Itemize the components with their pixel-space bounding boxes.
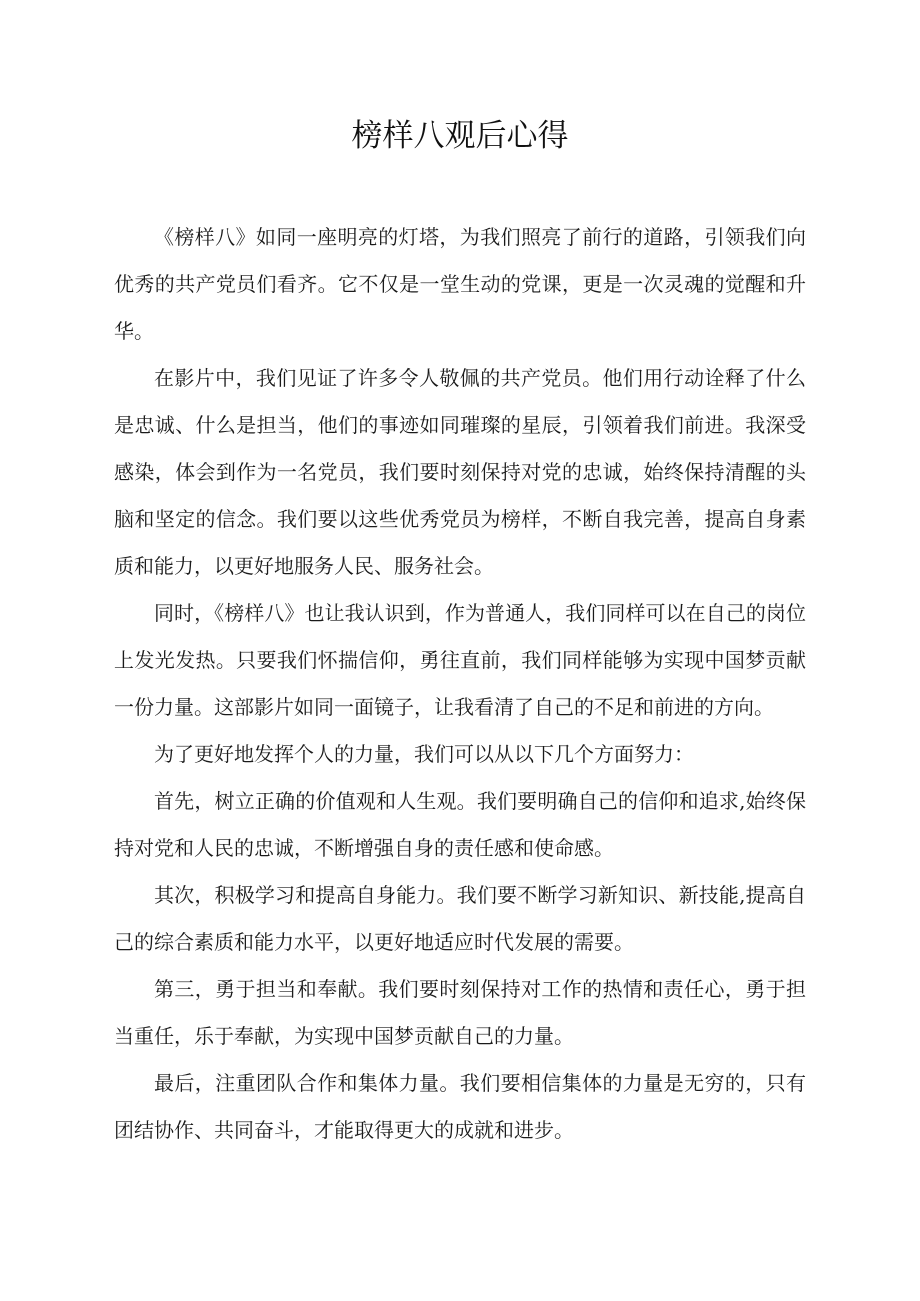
document-title: 榜样八观后心得 <box>351 118 569 154</box>
paragraph: 在影片中，我们见证了许多令人敬佩的共产党员。他们用行动诠释了什么是忠诚、什么是担当，他们的事迹如同璀璨的星辰，引领着我们前进。我深受感染，体会到作为一名党员，我们要时刻保持对党的忠诚，始终保持清醒的头脑和坚定的信念。我们要以这些优秀党员为榜样，不断自我完善，提高自身素质和能力，以更好地服务人民、服务社会。 <box>114 366 806 578</box>
paragraph: 首先，树立正确的价值观和人生观。我们要明确自己的信仰和追求,始终保持对党和人民的忠诚，不断增强自身的责任感和使命感。 <box>114 789 806 860</box>
paragraph: 《榜样八》如同一座明亮的灯塔，为我们照亮了前行的道路，引领我们向优秀的共产党员们看齐。它不仅是一堂生动的党课，更是一次灵魂的觉醒和升华。 <box>114 225 806 343</box>
paragraph: 为了更好地发挥个人的力量，我们可以从以下几个方面努力： <box>154 742 694 766</box>
paragraph: 第三，勇于担当和奉献。我们要时刻保持对工作的热情和责任心，勇于担当重任，乐于奉献，为实现中国梦贡献自己的力量。 <box>114 977 806 1048</box>
paragraph: 同时，《榜样八》也让我认识到，作为普通人，我们同样可以在自己的岗位上发光发热。只要我们怀揣信仰，勇往直前，我们同样能够为实现中国梦贡献一份力量。这部影片如同一面镜子，让我看清了自己的不足和前进的方向。 <box>114 601 806 719</box>
paragraph: 其次，积极学习和提高自身能力。我们要不断学习新知识、新技能,提高自己的综合素质和能力水平，以更好地适应时代发展的需要。 <box>114 883 806 954</box>
paragraph: 最后，注重团队合作和集体力量。我们要相信集体的力量是无穷的，只有团结协作、共同奋斗，才能取得更大的成就和进步。 <box>114 1071 806 1142</box>
document-body <box>114 214 806 1154</box>
